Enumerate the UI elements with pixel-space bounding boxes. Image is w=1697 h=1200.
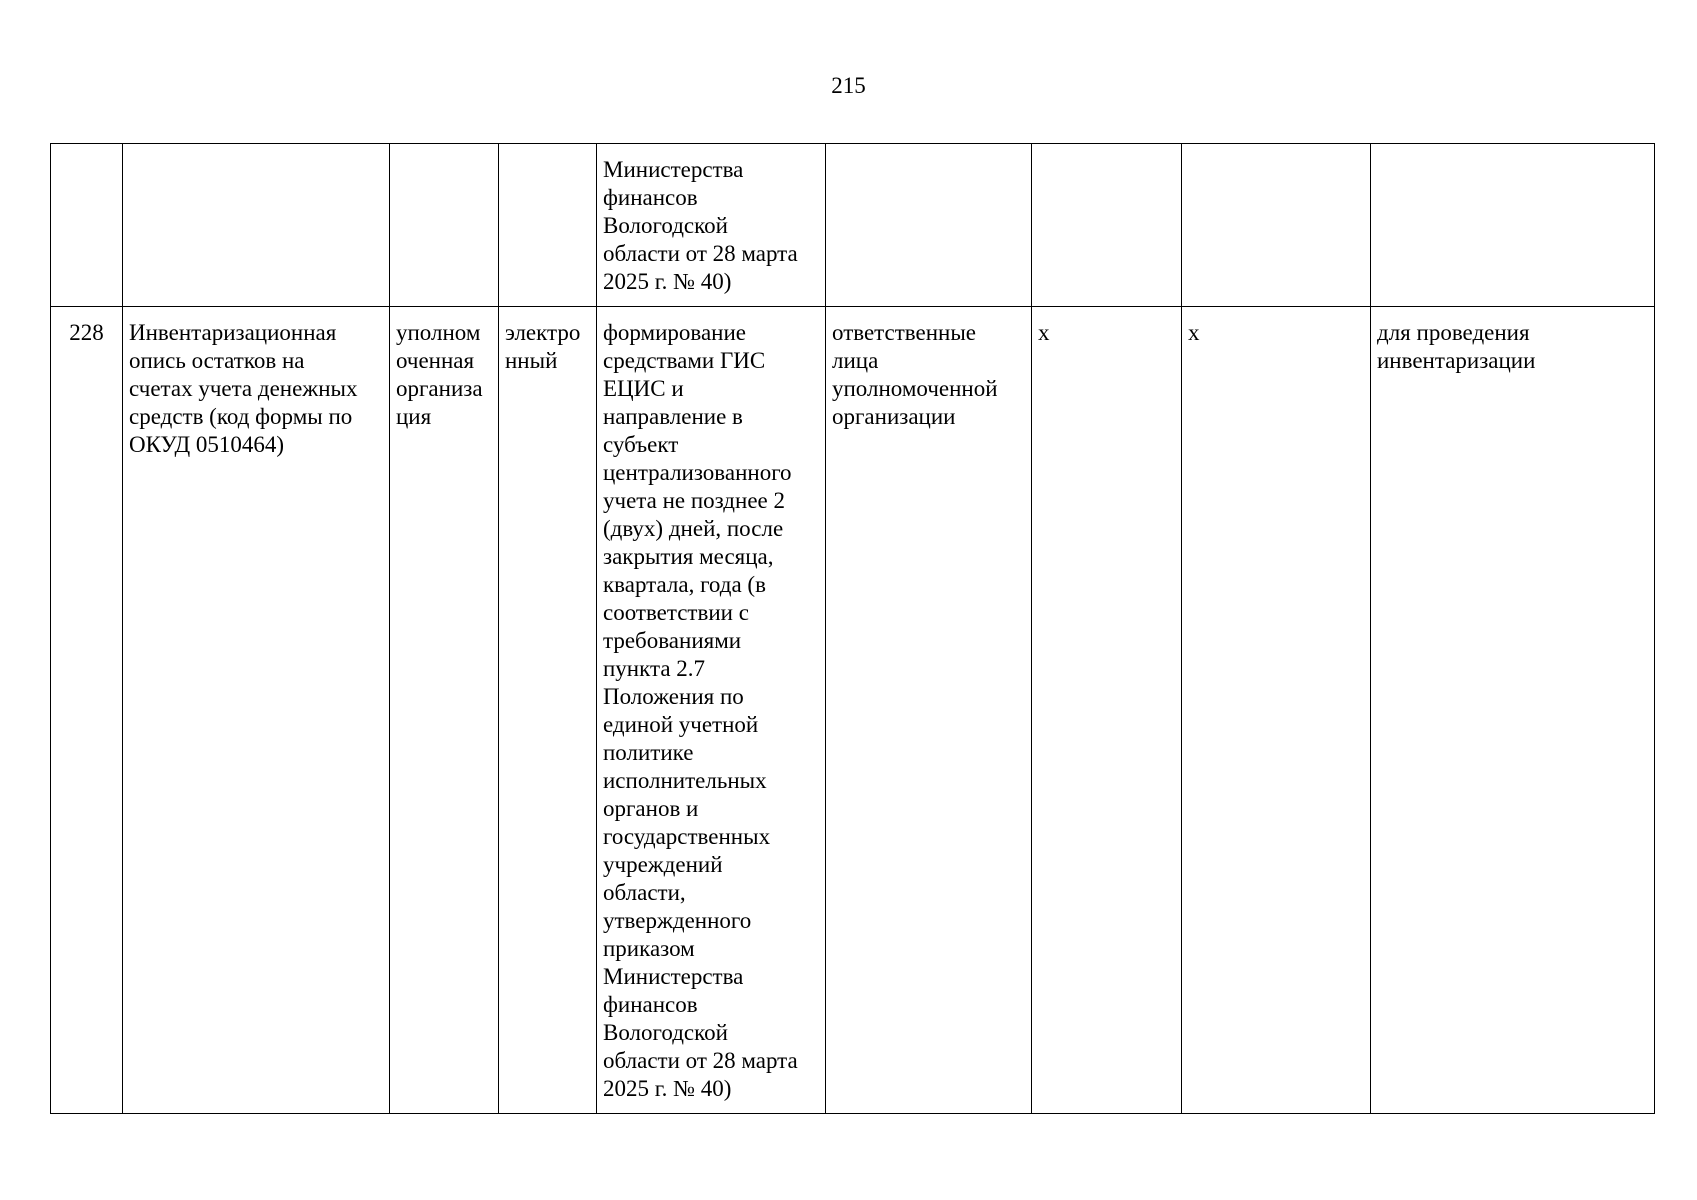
format-cell [499, 144, 597, 307]
column-7-cell: х [1032, 307, 1182, 1114]
table-row [51, 144, 1655, 307]
responsible-cell [390, 144, 499, 307]
responsible-cell: уполном оченная организа ция [390, 307, 499, 1114]
procedure-cell: формирование средствами ГИС ЕЦИС и направление в субъект централизованного учета не позднее 2 (двух) дней, после закрытия месяца, квартала, года (в соответствии с требованиями пункта 2.7 Положения по единой учетной политике исполнительных органов и государственных учреждений области, утвержденного приказом Министерства финансов Вологодской области от 28 марта 2025 г. № 40) [597, 307, 826, 1114]
page-number: 215 [831, 73, 866, 98]
purpose-cell: для проведения инвентаризации [1371, 307, 1655, 1114]
row-number-cell [51, 144, 123, 307]
document-name-cell [123, 144, 390, 307]
responsible-persons-cell: ответственные лица уполномоченной организации [826, 307, 1032, 1114]
responsible-persons-cell [826, 144, 1032, 307]
column-8-cell [1182, 144, 1371, 307]
format-cell: электро нный [499, 307, 597, 1114]
purpose-cell [1371, 144, 1655, 307]
document-table [50, 143, 1655, 1114]
row-number-cell: 228 [51, 307, 123, 1114]
column-7-cell [1032, 144, 1182, 307]
procedure-cell: Министерства финансов Вологодской области от 28 марта 2025 г. № 40) [597, 144, 826, 307]
table-row [51, 307, 1655, 1114]
column-8-cell: х [1182, 307, 1371, 1114]
document-name-cell: Инвентаризационная опись остатков на счетах учета денежных средств (код формы по ОКУД 0510464) [123, 307, 390, 1114]
